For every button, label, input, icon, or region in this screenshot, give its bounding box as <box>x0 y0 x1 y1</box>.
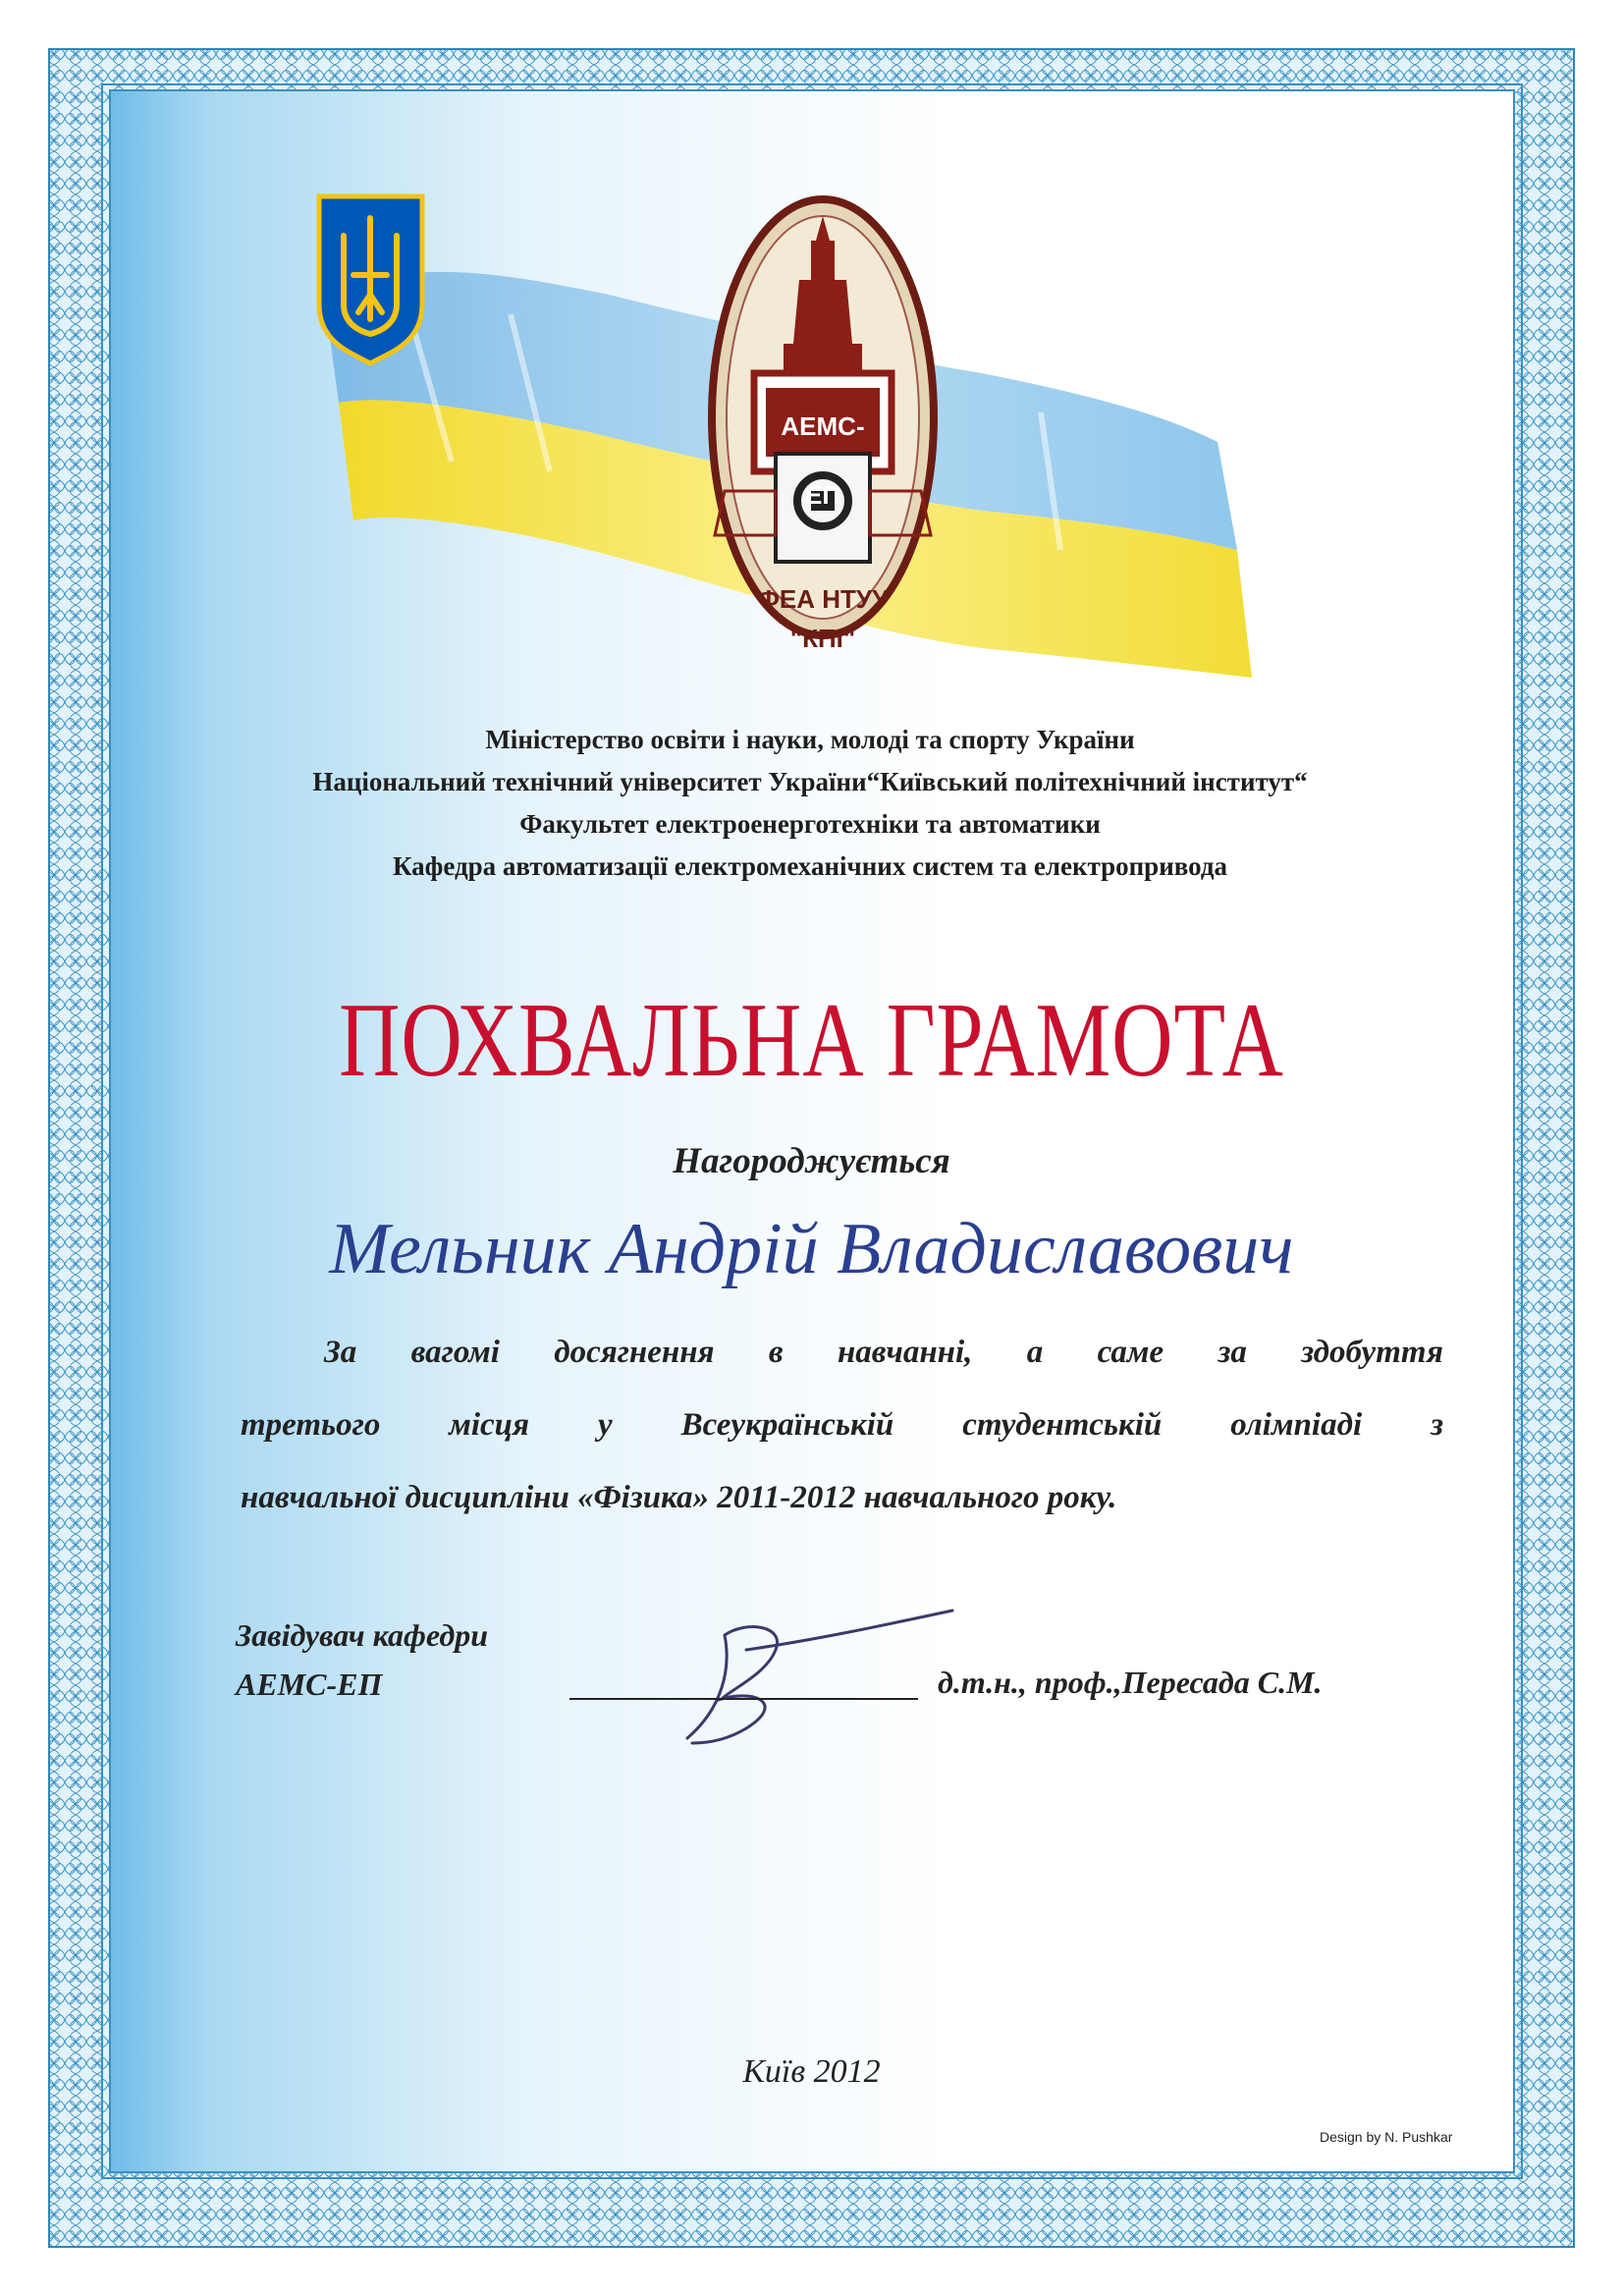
reason-line-3: навчальної дисципліни «Фізика» 2011-2012 навчального року. <box>241 1480 1117 1515</box>
signatory-position-line-1: Завідувач кафедри <box>236 1617 488 1653</box>
reason-word: досягнення <box>554 1335 715 1370</box>
logo-ring-text: ФЕА НТУУ "КПІ" <box>757 584 889 653</box>
reason-word: у <box>597 1407 613 1443</box>
university-line: Національний технічний університет України“Київський політехнічний інститут“ <box>312 767 1308 796</box>
coat-of-arms-emblem <box>319 196 422 363</box>
award-reason <box>241 1316 1443 1534</box>
recipient-name: Мельник Андрій Владиславович <box>329 1209 1294 1289</box>
reason-word: в <box>768 1335 784 1370</box>
reason-word: студентській <box>962 1407 1163 1443</box>
reason-line-2 <box>241 1389 1443 1461</box>
department-line: Кафедра автоматизації електромеханічних систем та електропривода <box>392 851 1228 881</box>
city-year: Київ 2012 <box>742 2053 881 2090</box>
ministry-line: Міністерство освіти і науки, молоді та спорту України <box>485 725 1135 754</box>
reason-word: навчанні, <box>837 1335 973 1370</box>
reason-line-1 <box>241 1316 1443 1389</box>
awarded-label: Нагороджується <box>673 1141 950 1181</box>
reason-word: здобуття <box>1301 1335 1443 1370</box>
signature-line <box>569 1698 918 1700</box>
reason-word: вагомі <box>410 1335 500 1370</box>
institution-header <box>147 719 1473 888</box>
reason-word: за <box>1217 1335 1247 1370</box>
signatory-position-line-2: АЕМС-ЕП <box>236 1667 383 1702</box>
reason-word: місця <box>449 1407 530 1443</box>
reason-word: За <box>324 1335 357 1370</box>
faculty-line: Факультет електроенерготехніки та автоматики <box>519 809 1101 839</box>
reason-word: олімпіаді <box>1230 1407 1363 1443</box>
reason-word: третього <box>241 1407 381 1443</box>
signatory-name: д.т.н., проф.,Пересада С.М. <box>938 1665 1323 1700</box>
design-credit: Design by N. Pushkar <box>1320 2129 1453 2145</box>
reason-word: саме <box>1097 1335 1164 1370</box>
signatory-position <box>236 1611 488 1709</box>
reason-word: з <box>1431 1407 1443 1443</box>
reason-word: а <box>1026 1335 1044 1370</box>
certificate-title: ПОХВАЛЬНА ГРАМОТА <box>339 982 1284 1099</box>
reason-word: Всеукраїнській <box>680 1407 894 1443</box>
logo-title: АЕМС-ЕП <box>781 411 865 510</box>
